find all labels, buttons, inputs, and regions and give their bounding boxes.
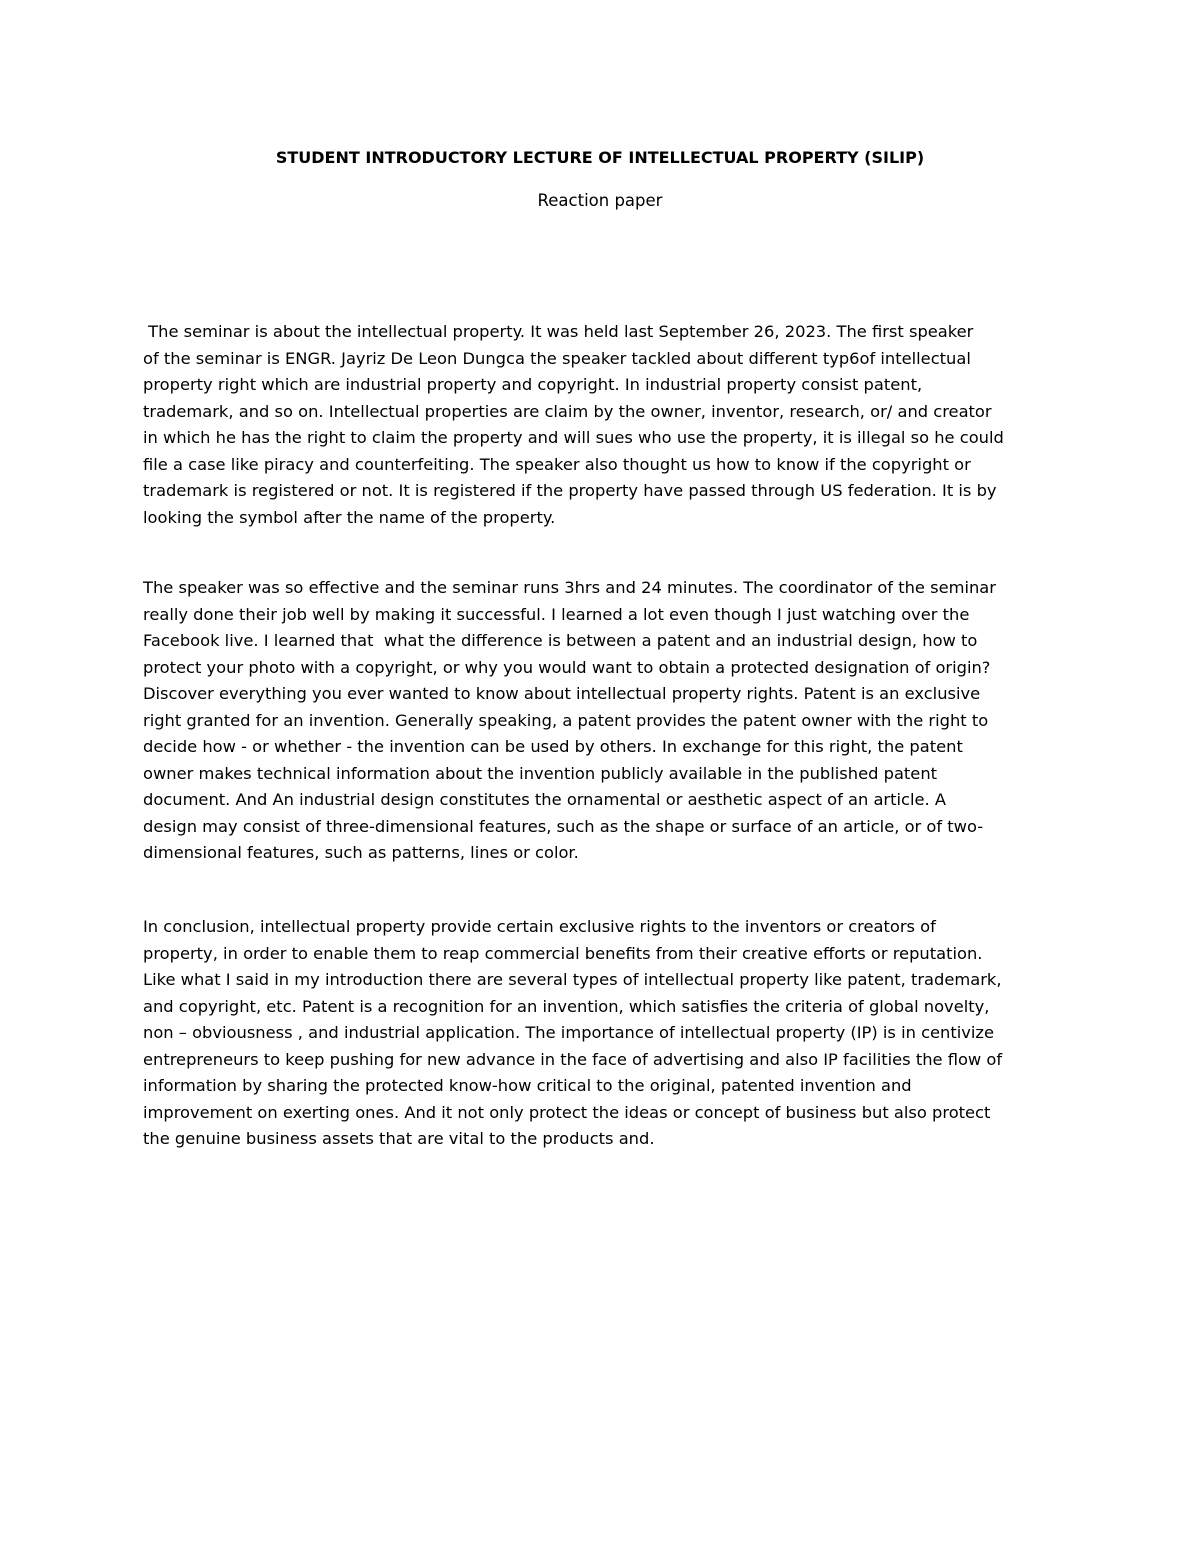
text-line: really done their job well by making it successful. I learned a lot even though I just watching over the [143, 604, 970, 624]
text-line: trademark is registered or not. It is registered if the property have passed through US federation. It is by [143, 481, 997, 500]
paragraph-introduction [143, 319, 1063, 531]
text-line: In conclusion, intellectual property provide certain exclusive rights to the inventors or creators of [143, 917, 936, 936]
text-line: information by sharing the protected know-how critical to the original, patented invention and [143, 1076, 912, 1095]
text-line: Facebook live. I learned that what the difference is between a patent and an industrial design, how to [143, 631, 978, 650]
text-line: property right which are industrial property and copyright. In industrial property consist patent, [143, 375, 923, 394]
text-line: entrepreneurs to keep pushing for new advance in the face of advertising and also IP facilities the flow of [143, 1049, 1003, 1069]
text-line: of the seminar is ENGR. Jayriz De Leon Dungca the speaker tackled about different typ6of intellectual [143, 348, 971, 368]
text-line: the genuine business assets that are vital to the products and. [143, 1129, 655, 1148]
text-line: property, in order to enable them to reap commercial benefits from their creative efforts or reputation. [143, 943, 983, 963]
text-line: The seminar is about the intellectual property. It was held last September 26, 2023. The first speaker [143, 322, 974, 341]
text-line: owner makes technical information about the invention publicly available in the published patent [143, 763, 938, 783]
document-subtitle: Reaction paper [537, 191, 663, 210]
text-line: looking the symbol after the name of the property. [143, 507, 556, 527]
text-line: trademark, and so on. Intellectual properties are claim by the owner, inventor, research, or/ and creator [143, 401, 992, 421]
text-line: design may consist of three-dimensional features, such as the shape or surface of an article, or of two- [143, 816, 984, 836]
text-line: Discover everything you ever wanted to know about intellectual property rights. Patent is an exclusive [143, 684, 981, 703]
text-line: Like what I said in my introduction there are several types of intellectual property like patent, trademark, [143, 970, 1002, 989]
paragraph-conclusion [143, 914, 1063, 1153]
text-line: dimensional features, such as patterns, lines or color. [143, 843, 579, 862]
text-line: document. And An industrial design constitutes the ornamental or aesthetic aspect of an article. A [143, 790, 947, 809]
paragraph-body [143, 575, 1063, 867]
text-line: The speaker was so effective and the seminar runs 3hrs and 24 minutes. The coordinator of the seminar [143, 578, 996, 597]
text-line: non – obviousness , and industrial application. The importance of intellectual property (IP) is in centivize [143, 1023, 994, 1042]
document-title: STUDENT INTRODUCTORY LECTURE OF INTELLECTUAL PROPERTY (SILIP) [275, 148, 925, 167]
text-line: right granted for an invention. Generally speaking, a patent provides the patent owner with the right to [143, 710, 989, 730]
text-line: file a case like piracy and counterfeiting. The speaker also thought us how to know if the copyright or [143, 454, 971, 474]
text-line: in which he has the right to claim the property and will sues who use the property, it is illegal so he could [143, 428, 1004, 447]
text-line: decide how - or whether - the invention can be used by others. In exchange for this right, the patent [143, 737, 963, 756]
text-line: protect your photo with a copyright, or why you would want to obtain a protected designation of origin? [143, 657, 991, 677]
text-line: and copyright, etc. Patent is a recognition for an invention, which satisfies the criteria of global novelty, [143, 996, 990, 1016]
text-line: improvement on exerting ones. And it not only protect the ideas or concept of business but also protect [143, 1102, 991, 1122]
